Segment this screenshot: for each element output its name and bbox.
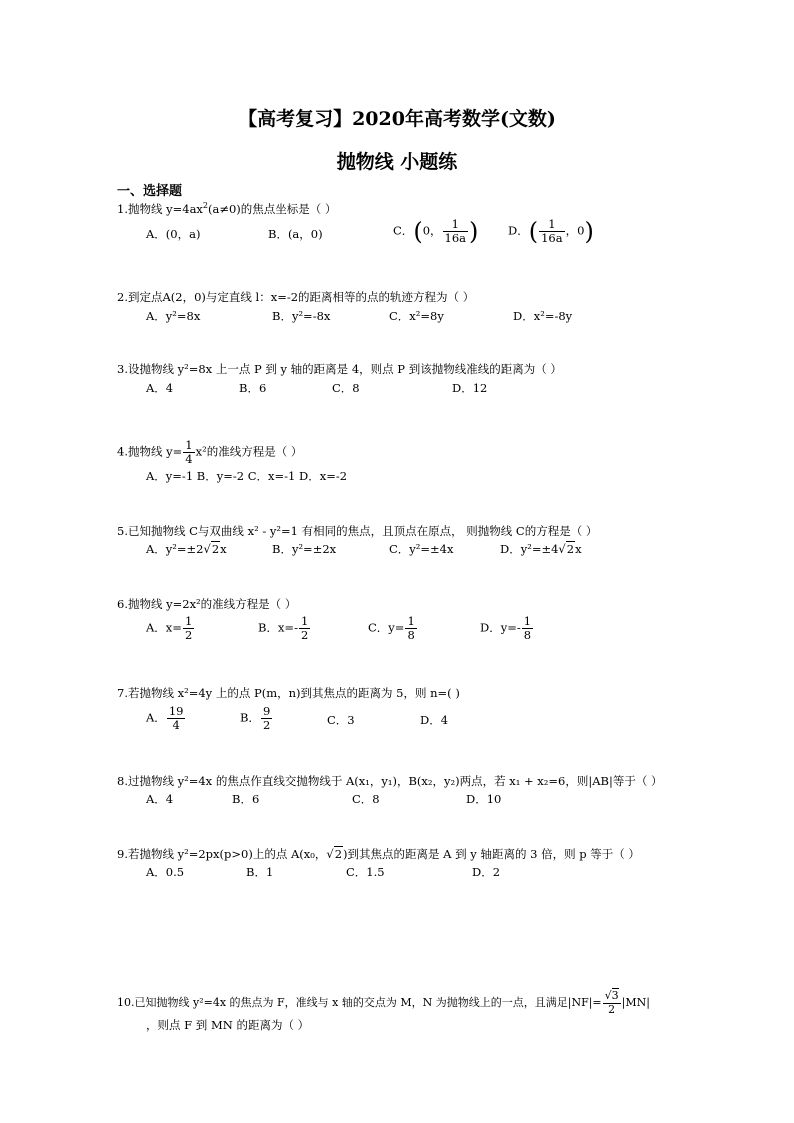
q10-den: 2 [608,1002,616,1016]
q7-b-pre: B． [240,710,260,725]
q1-d-fraction [539,218,565,245]
q6-c-num: 1 [407,614,415,628]
q3-option-b: B．6 [239,381,267,395]
q1-c-fraction [443,218,469,245]
q9-rad: 2 [334,847,343,861]
q6-d-fraction [522,615,533,642]
q5-a-post: x [220,542,227,556]
q6-c-pre: C．y= [368,620,405,635]
document-title: 【高考复习】2020年高考数学(文数) [238,108,556,130]
q10-num: √3 [604,989,619,1002]
question-4-stem [117,439,302,466]
q7-b-den: 2 [262,718,271,733]
q2-option-c: C．x²=8y [389,309,444,323]
q4-options: A．y=-1 B．y=-2 C．x=-1 D．x=-2 [146,469,348,483]
question-3-stem: 3.设抛物线 y²=8x 上一点 P 到 y 轴的距离是 4，则点 P 到该抛物线准线的距离为（ ） [117,362,562,376]
q4-stem-post: x²的准线方程是（ ） [195,444,303,459]
question-10-stem [117,990,650,1016]
q1-d-post: ，0 [565,223,585,238]
question-7-stem: 7.若抛物线 x²=4y 上的点 P(m，n)到其焦点的距离为 5，则 n=( ) [117,686,460,700]
q5-option-a [146,544,227,556]
q7-b-fraction [261,705,272,732]
q8-option-c: C．8 [352,792,380,806]
q3-option-a: A．4 [146,381,174,395]
q6-b-den: 2 [300,628,309,643]
question-5-stem: 5.已知抛物线 C与双曲线 x² - y²=1 有相同的焦点，且顶点在原点， 则抛物线 C的方程是（ ） [117,524,598,538]
q6-d-num: 1 [523,614,532,628]
q5-d-sqrt: √2 [558,542,575,556]
q1-c-label: C． [393,223,414,238]
question-9-stem [117,849,640,861]
q4-fraction [183,439,194,466]
q1-option-d: D．( $\frac{1}{16a}$ ，0) [508,217,594,246]
q4-den: 4 [185,452,193,467]
q6-b-fraction [299,615,310,642]
q6-a-den: 2 [184,628,193,643]
q1-c-den: 16a [444,231,467,246]
q5-option-d [500,544,582,556]
q5-option-c: C．y²=±4x [389,542,454,556]
q6-b-num: 1 [300,614,309,628]
q10-fraction [603,990,621,1016]
q6-option-a [146,615,195,642]
q7-option-a [146,705,186,732]
q1-d-label: D． [508,223,529,238]
q7-a-pre: A． [146,710,166,725]
q5-d-rad: 2 [566,542,575,556]
q10-num-rad: 3 [611,989,619,1002]
section-heading: 一、选择题 [117,184,183,199]
q8-option-d: D．10 [466,792,502,806]
q6-d-den: 8 [523,628,532,643]
q2-option-b: B．y²=-8x [272,309,331,323]
q7-a-fraction [167,705,186,732]
q1-option-c: C．(0， $\frac{1}{16a}$ ) [393,217,479,246]
question-10-line2: ，则点 F 到 MN 的距离为（ ） [146,1018,310,1032]
q7-a-den: 4 [172,718,180,733]
q5-a-sqrt: √2 [203,542,220,556]
q8-option-a: A．4 [146,792,174,806]
q4-num: 1 [185,438,193,452]
q1-c-pre: 0， [422,223,442,238]
q6-a-num: 1 [184,614,193,628]
q6-c-fraction [405,615,416,642]
q7-a-num: 19 [168,704,184,718]
q10-stem-post: |MN| [621,996,650,1010]
q5-a-pre: A．y²=±2 [146,542,204,556]
q7-option-c: C．3 [327,713,355,727]
question-1-stem: 1.抛物线 $y=4ax^2(a\ne 0)$的焦点坐标是（ ） [117,201,337,216]
question-6-stem: 6.抛物线 y=2x²的准线方程是（ ） [117,597,297,611]
q1-option-a: A．(0，a) [146,227,201,241]
q9-option-b: B．1 [246,865,274,879]
q8-option-b: B．6 [232,792,260,806]
q5-d-post: x [575,542,582,556]
q7-option-b [240,705,273,732]
q9-option-c: C．1.5 [346,865,385,879]
q9-sqrt: √2 [326,847,343,861]
q6-option-c [368,615,418,642]
q5-a-rad: 2 [211,542,220,556]
q1-d-num: 1 [539,218,565,232]
q10-stem-pre: 10.已知抛物线 y²=4x 的焦点为 F，准线与 x 轴的交点为 M，N 为抛物线上的一点，且满足|NF|= [117,996,602,1010]
q5-d-pre: D．y²=±4 [500,542,559,556]
q1-stem-pre: 1.抛物线 y=4ax [117,201,203,216]
q9-option-d: D．2 [472,865,501,879]
q2-option-a: A．y²=8x [146,309,201,323]
question-8-stem: 8.过抛物线 y²=4x 的焦点作直线交抛物线于 A(x₁，y₁)，B(x₂，y₂)两点，若 x₁ + x₂=6，则|AB|等于（ ） [117,774,663,788]
q4-stem-pre: 4.抛物线 y= [117,444,183,459]
q1-c-num: 1 [443,218,469,232]
q2-option-d: D．x²=-8y [513,309,573,323]
question-2-stem: 2.到定点A(2，0)与定直线 l：x=-2的距离相等的点的轨迹方程为（ ） [117,290,475,304]
q6-option-b [258,615,311,642]
q1-d-den: 16a [541,231,563,246]
q6-d-pre: D．y=- [480,620,521,635]
q9-stem-pre: 9.若抛物线 y²=2px(p>0)上的点 A(x₀， [117,847,327,861]
q1-stem-post: (a≠0)的焦点坐标是（ ） [208,201,337,216]
q7-option-d: D．4 [420,713,449,727]
document-subtitle: 抛物线 小题练 [336,151,458,173]
q1-option-b: B．(a，0) [268,227,323,241]
q9-stem-post: )到其焦点的距离是 A 到 y 轴距离的 3 倍，则 p 等于（ ） [343,847,640,861]
q3-option-c: C．8 [332,381,360,395]
q6-option-d [480,615,534,642]
q7-b-num: 9 [262,704,271,718]
q6-a-fraction [183,615,194,642]
q3-option-d: D．12 [452,381,488,395]
q9-option-a: A．0.5 [146,865,185,879]
q5-option-b: B．y²=±2x [272,542,337,556]
q6-b-pre: B．x=- [258,620,298,635]
q6-c-den: 8 [407,628,415,643]
q6-a-pre: A．x= [146,620,182,635]
